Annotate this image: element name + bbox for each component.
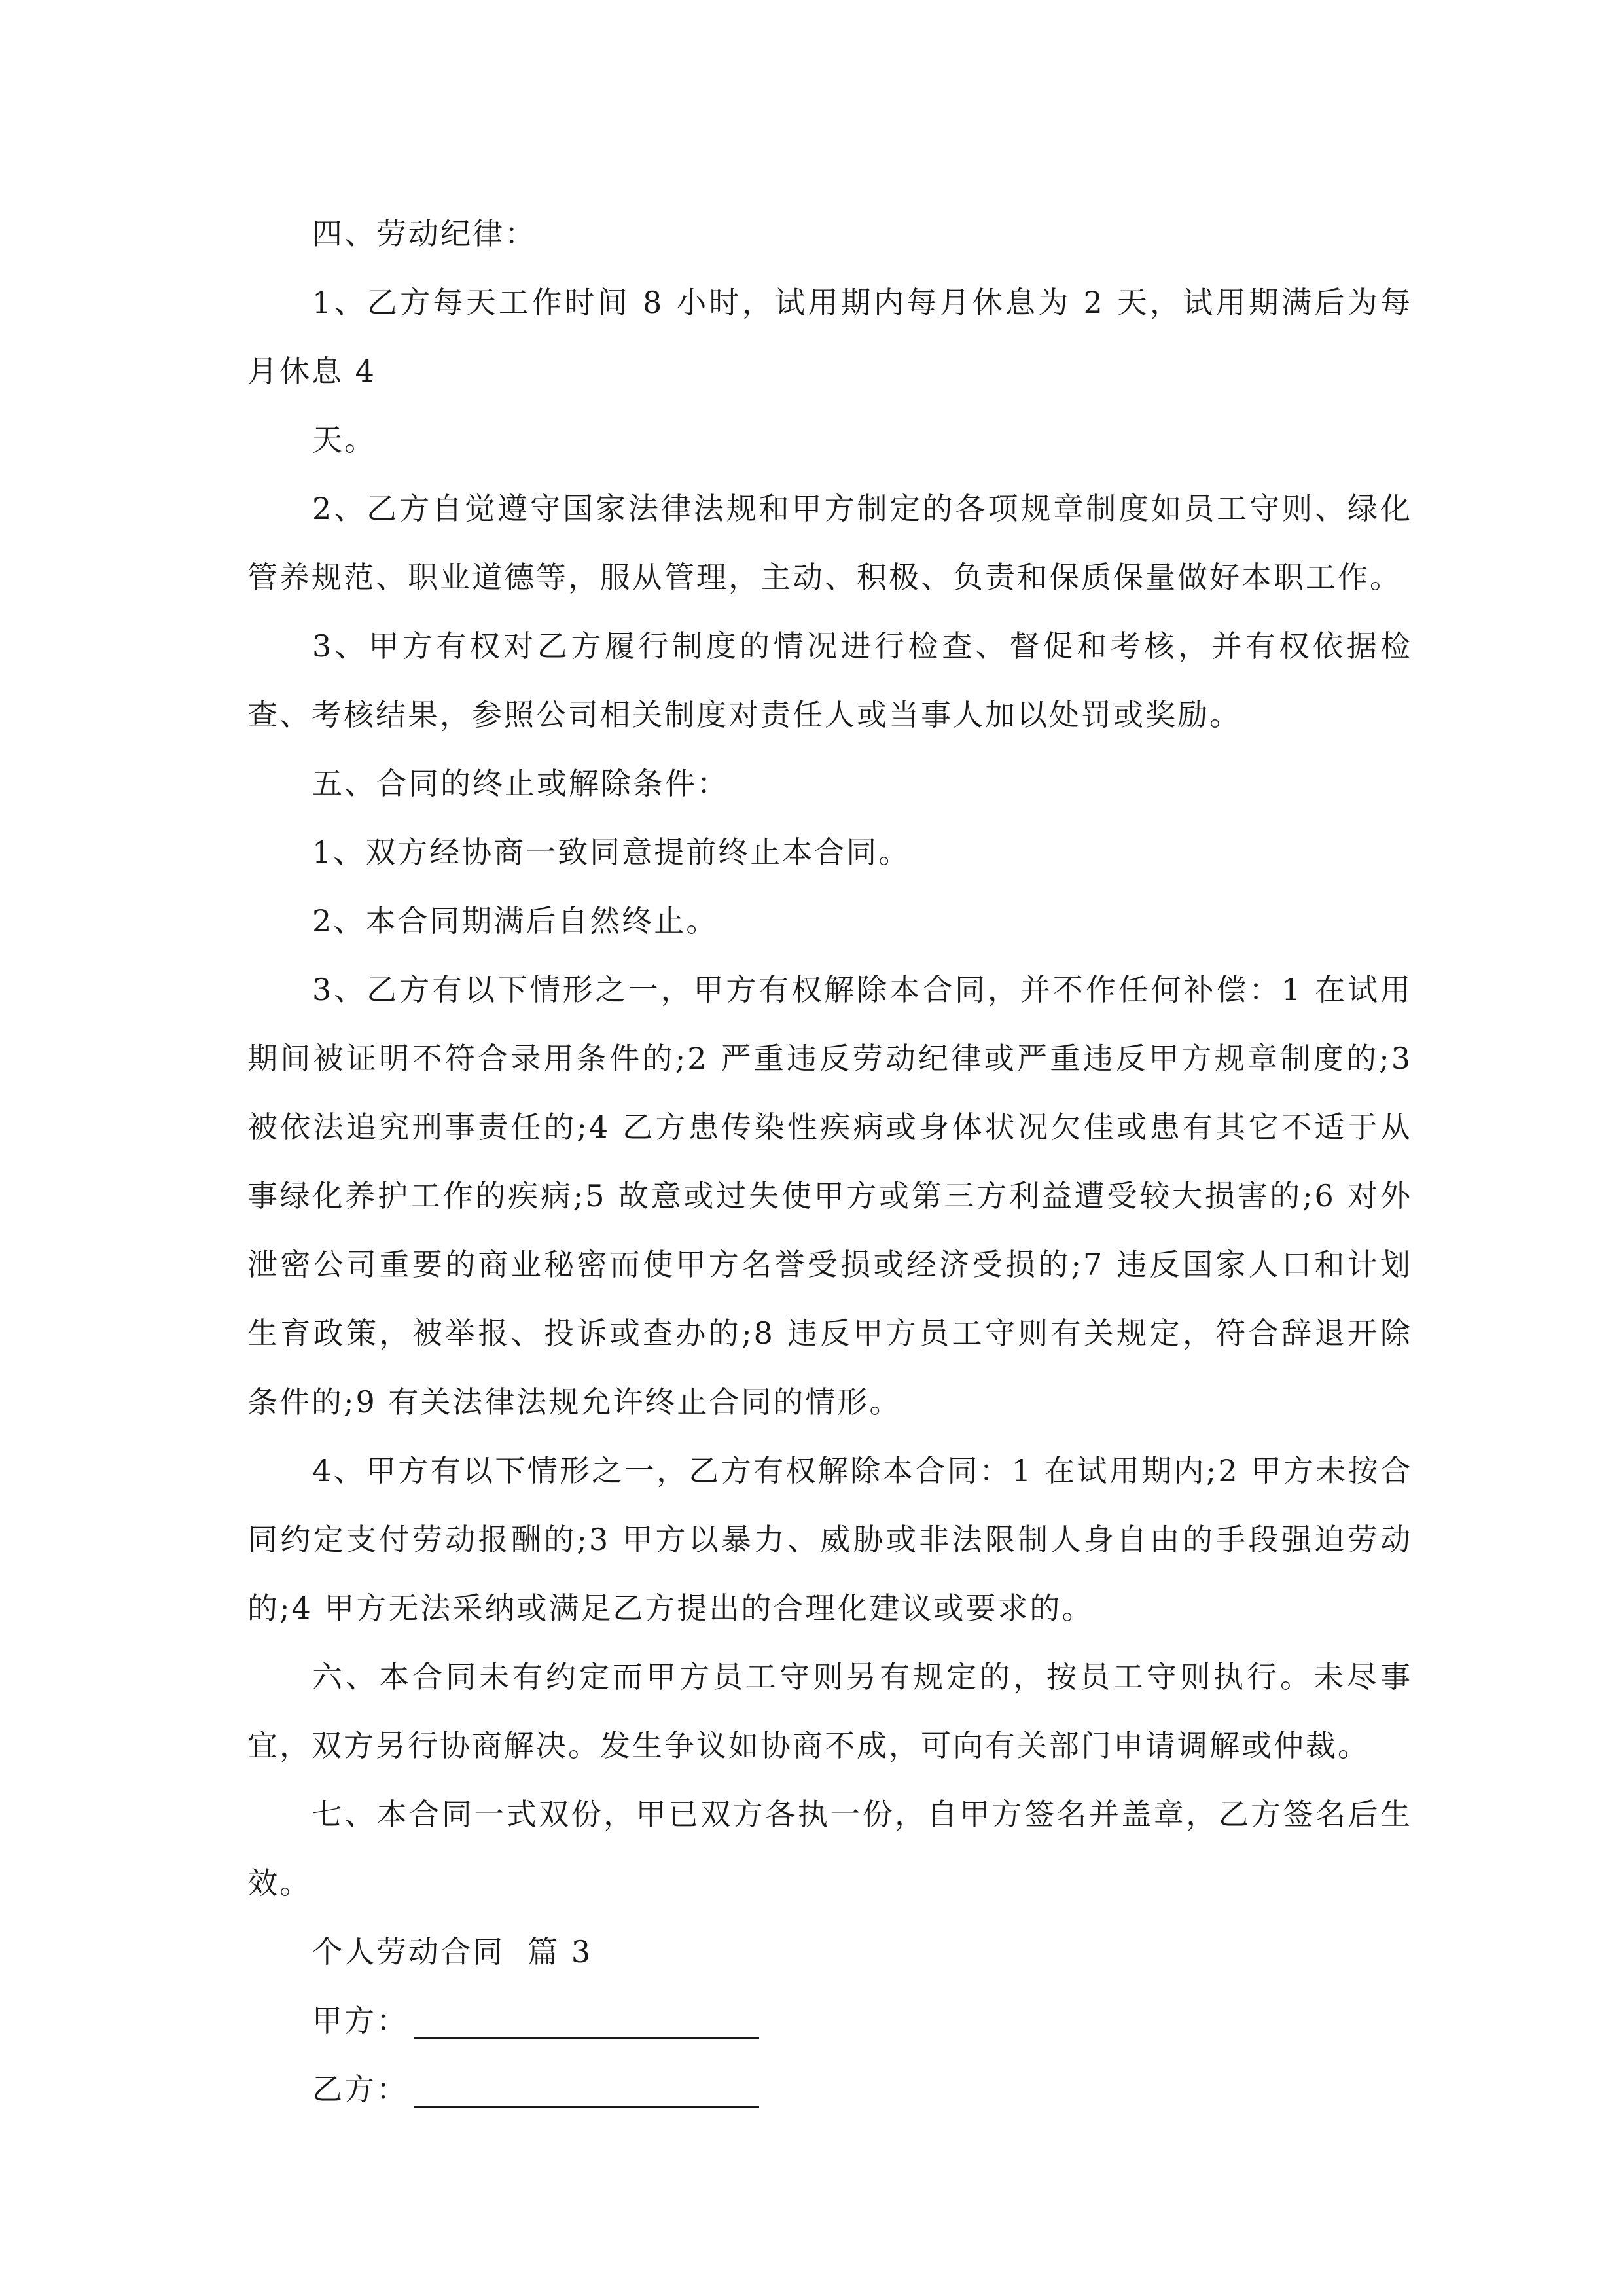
document-body [247, 200, 1424, 2124]
section-4-item-2: 2、乙方自觉遵守国家法律法规和甲方制定的各项规章制度如员工守则、绿化管养规范、职业道德等，服从管理，主动、积极、负责和保质保量做好本职工作。 [247, 491, 1412, 595]
party-a-label: 甲方： [312, 2003, 408, 2038]
section-5-heading: 五、合同的终止或解除条件： [312, 766, 729, 801]
section-5-item-3: 3、乙方有以下情形之一，甲方有权解除本合同，并不作任何补偿：1 在试用期间被证明不符合录用条件的;2 严重违反劳动纪律或严重违反甲方规章制度的;3 被依法追究刑事责任的;4 乙方患传染性疾病或身体状况欠佳或患有其它不适于从事绿化养护工作的疾病;5 故意或过失使甲方或第三方利益遭受较大损害的;6 对外泄密公司重要的商业秘密而使甲方名誉受损或经济受损的;7 违反国家人口和计划生育政策，被举报、投诉或查办的;8 违反甲方员工守则有关规定，符合辞退开除条件的;9 有关法律法规允许终止合同的情形。 [247, 972, 1424, 1420]
section-5-item-2: 2、本合同期满后自然终止。 [312, 903, 719, 939]
party-b-blank-field[interactable] [414, 2076, 759, 2108]
party-a-line [247, 1986, 1412, 2055]
party-b-line [247, 2055, 1412, 2124]
party-b-label: 乙方： [312, 2072, 408, 2107]
section-4-heading: 四、劳动纪律： [312, 216, 537, 251]
section-6: 六、本合同未有约定而甲方员工守则另有规定的，按员工守则执行。未尽事宜，双方另行协商解决。发生争议如协商不成，可向有关部门申请调解或仲裁。 [247, 1659, 1412, 1763]
section-4-item-3: 3、甲方有权对乙方履行制度的情况进行检查、督促和考核，并有权依据检查、考核结果，参照公司相关制度对责任人或当事人加以处罚或奖励。 [247, 628, 1412, 732]
section-7: 七、本合同一式双份，甲已双方各执一份，自甲方签名并盖章，乙方签名后生效。 [247, 1797, 1412, 1901]
contract-3-title: 个人劳动合同 篇 3 [312, 1934, 593, 1969]
party-a-blank-field[interactable] [414, 2007, 759, 2039]
section-4-item-1-continuation: 天。 [312, 422, 376, 457]
section-5-item-4: 4、甲方有以下情形之一，乙方有权解除本合同：1 在试用期内;2 甲方未按合同约定支付劳动报酬的;3 甲方以暴力、威胁或非法限制人身自由的手段强迫劳动的;4 甲方无法采纳或满足乙方提出的合理化建议或要求的。 [247, 1453, 1412, 1626]
section-4-item-1: 1、乙方每天工作时间 8 小时，试用期内每月休息为 2 天，试用期满后为每月休息 4 [247, 285, 1412, 389]
section-5-item-1: 1、双方经协商一致同意提前终止本合同。 [312, 834, 911, 870]
